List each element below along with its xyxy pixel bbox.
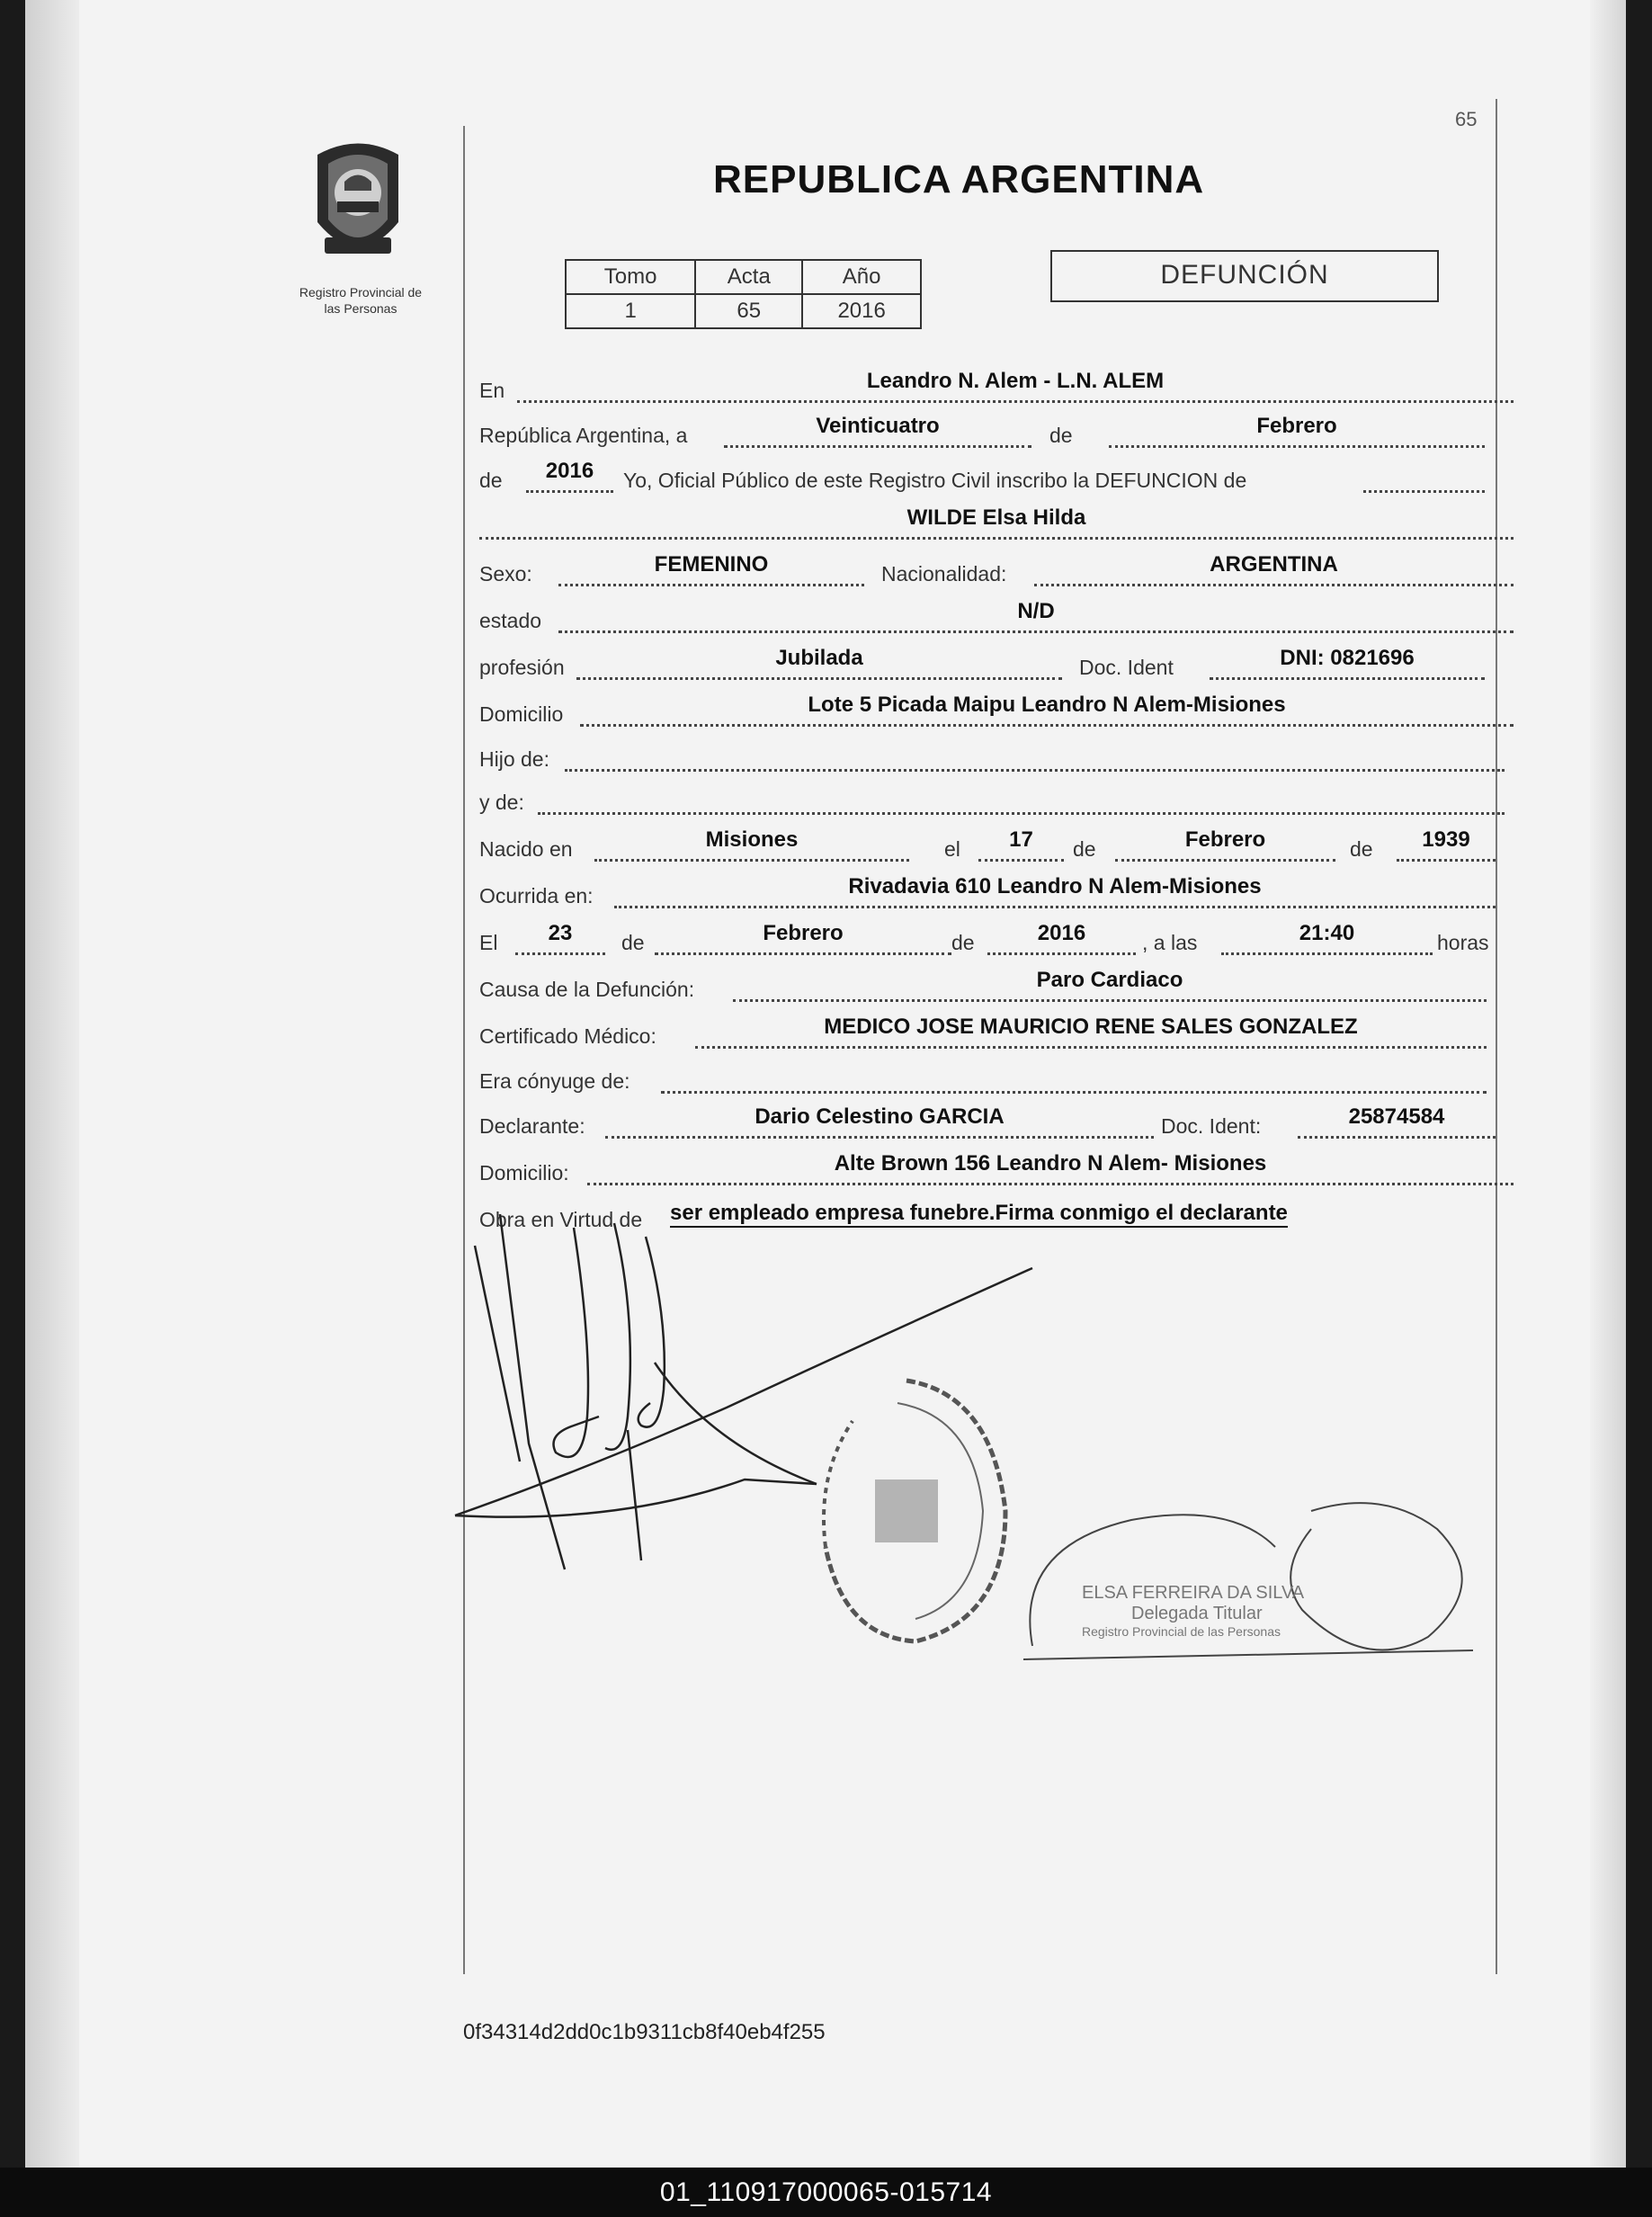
record-value-acta: 65 — [695, 294, 802, 328]
value-ocurrida: Rivadavia 610 Leandro N Alem-Misiones — [614, 873, 1496, 908]
label-sexo: Sexo: — [479, 562, 532, 586]
row-nacido — [479, 826, 1514, 865]
left-margin-line — [463, 126, 465, 1974]
label-decl-domicilio: Domicilio: — [479, 1161, 569, 1184]
row-decl-domicilio — [479, 1149, 1514, 1189]
registry-seal-stamp — [790, 1367, 1023, 1655]
row-causa — [479, 966, 1514, 1006]
value-certificado: MEDICO JOSE MAURICIO RENE SALES GONZALEZ — [695, 1014, 1487, 1049]
label-oficial-text: Yo, Oficial Público de este Registro Civil inscribo la DEFUNCION de — [623, 469, 1247, 492]
record-type-box: DEFUNCIÓN — [1050, 250, 1439, 302]
registry-line-1: Registro Provincial de — [299, 285, 423, 299]
label-republica: República Argentina, a — [479, 424, 688, 447]
row-domicilio — [479, 691, 1514, 730]
value-conyuge — [661, 1059, 1487, 1094]
label-hijo: Hijo de: — [479, 747, 549, 771]
row-death-date — [479, 919, 1514, 959]
value-birth-year: 1939 — [1397, 827, 1496, 862]
row-y-de — [479, 779, 1514, 818]
row-name — [479, 504, 1514, 543]
label-doc-ident: Doc. Ident — [1079, 656, 1174, 679]
record-value-anio: 2016 — [802, 294, 921, 328]
official-stamp-text — [1082, 1583, 1406, 1639]
province-crest — [299, 137, 416, 276]
image-id-footer: 01_110917000065-015714 — [0, 2168, 1652, 2217]
value-deceased-name: WILDE Elsa Hilda — [479, 505, 1514, 540]
value-y-de — [538, 780, 1505, 815]
label-de-month: de — [1049, 424, 1073, 447]
label-birth-de-1: de — [1073, 837, 1096, 861]
label-obra: Obra en Virtud de — [479, 1208, 643, 1231]
record-table — [565, 259, 922, 329]
oficial-text-continuation — [1363, 458, 1485, 493]
value-nacionalidad: ARGENTINA — [1034, 551, 1514, 586]
value-birth-day: 17 — [978, 827, 1064, 862]
value-estado: N/D — [558, 598, 1514, 633]
row-profesion — [479, 644, 1514, 684]
record-table-header — [566, 260, 921, 294]
document-hash: 0f34314d2dd0c1b9311cb8f40eb4f255 — [463, 2020, 826, 2044]
value-death-day: 23 — [515, 920, 605, 955]
official-name: ELSA FERREIRA DA SILVA — [1082, 1583, 1305, 1603]
value-birth-month: Febrero — [1115, 827, 1335, 862]
label-causa: Causa de la Defunción: — [479, 978, 695, 1001]
value-death-month: Febrero — [655, 920, 951, 955]
row-year-oficial — [479, 457, 1514, 496]
value-decl-doc: 25874584 — [1298, 1104, 1496, 1139]
value-month: Febrero — [1109, 413, 1485, 448]
record-header-acta: Acta — [695, 260, 802, 294]
label-conyuge: Era cónyuge de: — [479, 1069, 630, 1093]
label-certificado: Certificado Médico: — [479, 1024, 656, 1048]
record-header-tomo: Tomo — [566, 260, 695, 294]
label-birth-de-2: de — [1350, 837, 1373, 861]
row-hijo — [479, 736, 1514, 775]
label-decl-doc: Doc. Ident: — [1161, 1114, 1262, 1138]
page-edge-right — [1590, 0, 1626, 2168]
label-horas: horas — [1437, 931, 1489, 954]
document-page — [25, 0, 1626, 2168]
value-decl-domicilio: Alte Brown 156 Leandro N Alem- Misiones — [587, 1150, 1514, 1185]
label-death-de-1: de — [621, 931, 645, 954]
row-ocurrida — [479, 872, 1514, 912]
label-el: el — [944, 837, 960, 861]
value-declarante: Dario Celestino GARCIA — [605, 1104, 1154, 1139]
label-profesion: profesión — [479, 656, 565, 679]
row-republica — [479, 412, 1514, 451]
label-ocurrida: Ocurrida en: — [479, 884, 594, 907]
label-y-de: y de: — [479, 791, 524, 814]
document-title: REPUBLICA ARGENTINA — [713, 157, 1205, 201]
value-day: Veinticuatro — [724, 413, 1031, 448]
label-a-las: , a las — [1142, 931, 1198, 954]
label-nacido: Nacido en — [479, 837, 573, 861]
official-title: Delegada Titular — [1131, 1604, 1263, 1623]
registry-line-2: las Personas — [324, 301, 397, 316]
label-domicilio: Domicilio — [479, 702, 564, 726]
label-el-death: El — [479, 931, 498, 954]
row-sexo — [479, 550, 1514, 590]
value-causa: Paro Cardiaco — [733, 967, 1487, 1002]
row-certificado — [479, 1013, 1514, 1052]
label-declarante: Declarante: — [479, 1114, 585, 1138]
value-obra-text: ser empleado empresa funebre.Firma conmigo el declarante — [670, 1201, 1288, 1228]
value-hijo — [565, 737, 1505, 772]
value-doc-ident: DNI: 0821696 — [1210, 645, 1485, 680]
value-domicilio: Lote 5 Picada Maipu Leandro N Alem-Misiones — [580, 692, 1514, 727]
record-value-tomo: 1 — [566, 294, 695, 328]
value-nacido: Misiones — [594, 827, 909, 862]
label-estado: estado — [479, 609, 542, 632]
record-header-anio: Año — [802, 260, 921, 294]
row-declarante — [479, 1103, 1514, 1142]
row-estado — [479, 597, 1514, 637]
label-year-de: de — [479, 469, 503, 492]
label-en: En — [479, 379, 505, 402]
record-table-values — [566, 294, 921, 328]
label-nacionalidad: Nacionalidad: — [881, 562, 1007, 586]
value-profesion: Jubilada — [576, 645, 1062, 680]
value-sexo: FEMENINO — [558, 551, 864, 586]
page-number: 65 — [1455, 108, 1478, 130]
value-death-year: 2016 — [987, 920, 1136, 955]
value-en: Leandro N. Alem - L.N. ALEM — [517, 368, 1514, 403]
row-en — [479, 367, 1514, 407]
registry-label — [262, 284, 460, 317]
label-death-de-2: de — [951, 931, 975, 954]
value-year: 2016 — [526, 458, 613, 493]
page-edge-left — [25, 0, 79, 2168]
province-crest-icon — [299, 137, 416, 272]
value-death-time: 21:40 — [1221, 920, 1433, 955]
official-office: Registro Provincial de las Personas — [1082, 1624, 1281, 1639]
row-conyuge — [479, 1058, 1514, 1097]
